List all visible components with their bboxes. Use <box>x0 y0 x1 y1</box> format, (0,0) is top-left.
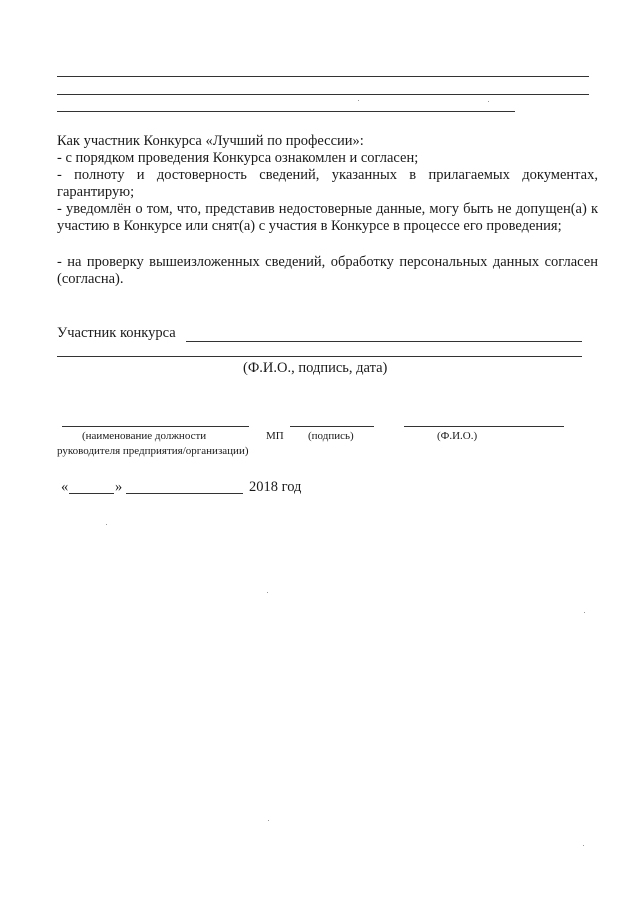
date-open-quote: « <box>61 479 69 495</box>
scan-speck <box>106 524 107 525</box>
name-line[interactable] <box>404 426 564 427</box>
blank-line-3[interactable] <box>57 111 515 112</box>
position-caption: (наименование должности <box>82 430 207 442</box>
blank-line-2[interactable] <box>57 94 589 95</box>
position-caption-2: руководителя предприятия/организации) <box>57 445 249 457</box>
scan-speck <box>488 101 489 102</box>
consent-item: - с порядком проведения Конкурса ознакомлен и согласен; <box>57 150 419 166</box>
scan-speck <box>268 820 269 821</box>
consent-item: - уведомлён о том, что, представив недостоверные данные, могу быть не допущен(а) к участию в Конкурсе или снят(а) с участия в Конкурсе в процессе его проведения; <box>57 201 598 234</box>
participant-caption: (Ф.И.О., подпись, дата) <box>243 360 388 376</box>
date-year: 2018 год <box>249 479 302 495</box>
stamp-label: МП <box>266 430 284 442</box>
position-line[interactable] <box>62 426 249 427</box>
date-close-quote: » <box>115 479 123 495</box>
scan-speck <box>358 100 359 101</box>
scan-speck <box>583 845 584 846</box>
participant-signature-line-2[interactable] <box>57 356 582 357</box>
scan-speck <box>584 612 585 613</box>
consent-item: - на проверку вышеизложенных сведений, обработку персональных данных согласен (согласна). <box>57 254 598 287</box>
consent-item: - полноту и достоверность сведений, указанных в прилагаемых документах, гарантирую; <box>57 167 598 200</box>
scan-speck <box>267 592 268 593</box>
signature-caption: (подпись) <box>308 430 354 442</box>
participant-signature-line[interactable] <box>186 341 582 342</box>
consent-intro: Как участник Конкурса «Лучший по профессии»: <box>57 133 364 149</box>
participant-label: Участник конкурса <box>57 325 176 341</box>
signature-line[interactable] <box>290 426 374 427</box>
date-day-line[interactable] <box>69 493 114 494</box>
name-caption: (Ф.И.О.) <box>437 430 478 442</box>
date-month-line[interactable] <box>126 493 243 494</box>
blank-line-1[interactable] <box>57 76 589 77</box>
